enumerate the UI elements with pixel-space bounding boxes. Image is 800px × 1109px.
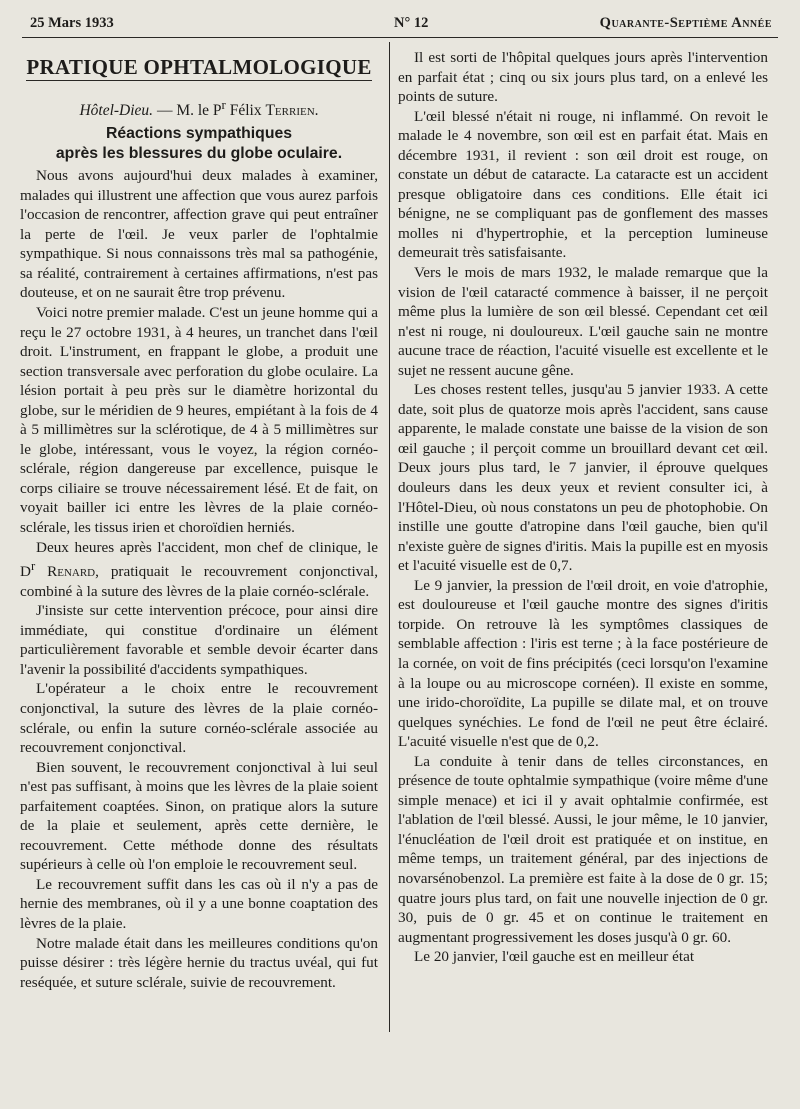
paragraph: L'opérateur a le choix entre le recouvrement conjonctival, la suture des lèvres de la plaie cornéo-sclérale, ou enfin la suture cornéo-sclérale associée au recouvrement conjonctival. (20, 680, 378, 757)
paragraph: J'insiste sur cette intervention précoce, pour ainsi dire immédiate, qui constitue d'ordinaire un élément particulièrement favorable et semble devoir écarter dans l'avenir la possibilité d'accidents sympathiques. (20, 602, 378, 678)
column-divider (389, 42, 390, 1032)
right-column (398, 48, 768, 967)
section-title: PRATIQUE OPHTALMOLOGIQUE (26, 55, 372, 79)
running-head (30, 15, 772, 35)
paragraph: Le 9 janvier, la pression de l'œil droit, en voie d'atrophie, est douloureuse et l'œil gauche montre des signes d'iritis torpide. On retrouve là les symptômes classiques de semblable affection : l'iris est terne ; à la face postérieure de la cornée, on voit de fins précipités (ceci lorsqu'on l'examine à la loupe ou au microscope cornéen). Il existe en somme, une irido-choroïdite, La pupille se dilate mal, et on trouve quelques synéchies. Le fond de l'œil ne peut être éclairé. L'acuité visuelle n'est que de 0,2. (398, 576, 768, 751)
paragraph: Bien souvent, le recouvrement conjonctival à lui seul n'est pas suffisant, à moins que les lèvres de la plaie soient parfaitement coaptées. Sinon, on pratique alors la suture de la plaie et seulement, après cette dernière, le recouvrement. Cette méthode donne des résultats supérieurs à celle où l'on emploie le recouvrement seul. (20, 758, 378, 874)
issue-number: N° 12 (394, 15, 429, 31)
paragraph: Vers le mois de mars 1932, le malade remarque que la vision de l'œil cataracté commence à baisser, il ne perçoit même plus la lumière de son œil blessé. Cependant cet œil n'est ni rouge, ni douloureux. L'œil gauche sain ne montre aucune trace de réaction, l'acuité visuelle est excellente et le sujet ne ressent aucune gêne. (398, 264, 768, 379)
paragraph: L'œil blessé n'était ni rouge, ni inflammé. On revoit le malade le 4 novembre, son œil est en parfait état. Mais en décembre 1931, il revient : son œil droit est rouge, on constate un début de cataracte. La cataracte est un accident presque obligatoire dans ces conditions. Elle était ici bénigne, ne se compliquant pas de gonflement des masses molles ni d'hypertrophie, et la perception lumineuse demeurait très satisfaisante. (398, 107, 768, 262)
issue-date: 25 Mars 1933 (30, 15, 114, 31)
paragraph: Notre malade était dans les meilleures conditions qu'on puisse désirer : très légère hernie du tractus uvéal, qui fut reséquée, et suture sclérale, suivie de recouvrement. (20, 934, 378, 991)
left-column (20, 54, 378, 992)
byline: Hôtel-Dieu. — M. le $P^r$ Félix Terrien. (79, 97, 319, 120)
paragraph: Le recouvrement suffit dans les cas où il n'y a pas de hernie des membranes, où il y a une bonne coaptation des lèvres de la plaie. (20, 875, 378, 932)
paragraph: Le 20 janvier, l'œil gauche est en meilleur état (414, 948, 695, 966)
paragraph: La conduite à tenir dans de telles circonstances, en présence de toute ophtalmie sympathique (voire même d'une simple menace) et ici il y avait ophtalmie confirmée, est l'ablation de l'œil blessé. Aussi, le jour même, le 10 janvier, l'énucléation de l'œil droit est pratiquée et on institue, en même temps, un traitement général, par des injections de novarsénobenzol. La première est faite à la dose de 0 gr. 15; quatre jours plus tard, on fait une nouvelle injection de 0 gr. 30, puis de 0 gr. 45 et on continue le traitement en augmentant progressivement les doses jusqu'à 0 gr. 60. (398, 752, 768, 946)
paragraph: Nous avons aujourd'hui deux malades à examiner, malades qui illustrent une affection que vous aurez parfois l'occasion de rencontrer, affection grave qui peut entraîner la perte de l'œil. Je veux parler de l'ophtalmie sympathique. Si nous connaissons très mal sa pathogénie, sa réalité, contrairement à certaines affirmations, n'est pas douteuse, et on ne saurait être trop prévenu. (20, 167, 378, 302)
paragraph: Les choses restent telles, jusqu'au 5 janvier 1933. A cette date, soit plus de quatorze mois après l'accident, sans cause apparente, le malade constate une baisse de la vision de son œil gauche ; il perçoit comme un brouillard devant cet œil. Deux jours plus tard, le 7 janvier, il éprouve quelques douleurs dans les deux yeux et revient consulter ici, à l'Hôtel-Dieu, où nous constatons un peu de photophobie. On instille une goutte d'atropine dans l'œil gauche, bien qu'il n'existe guère de signes d'iritis. Mais la pupille est en myosis et l'acuité visuelle est de 0,7. (398, 381, 768, 575)
volume-label: Quarante-Septième Année (599, 15, 772, 31)
paragraph: Deux heures après l'accident, mon chef de clinique, le $D^r$ Renard, pratiquait le recouvrement conjonctival, combiné à la suture des lèvres de la plaie cornéo-sclérale. (20, 538, 379, 600)
paragraph: Il est sorti de l'hôpital quelques jours après l'intervention en parfait état ; cinq ou six jours plus tard, on a enlevé les points de suture. (398, 49, 768, 106)
paragraph: Voici notre premier malade. C'est un jeune homme qui a reçu le 27 octobre 1931, à 4 heures, un tranchet dans l'œil droit. L'instrument, en frappant le globe, a produit une section transversale avec perforation du globe oculaire. La lésion portait à peu près sur le diamètre horizontal du globe, sur le méridien de 9 heures, empiétant à la fois de 4 à 5 millimètres sur la sclérotique, de 4 à 5 millimètres sur le globe, intéressant, vous le voyez, la région cornéo-sclérale, région dangereuse par excellence, puisque le corps ciliaire se trouve nécessairement lésé. Et de fait, on voyait bailler ici entre les lèvres de la plaie cornéo-sclérale, les tissus irien et choroïdien herniés. (20, 303, 378, 536)
article-title: Réactions sympathiques après les blessures du globe oculaire. (55, 125, 343, 163)
header-rule (22, 37, 778, 38)
